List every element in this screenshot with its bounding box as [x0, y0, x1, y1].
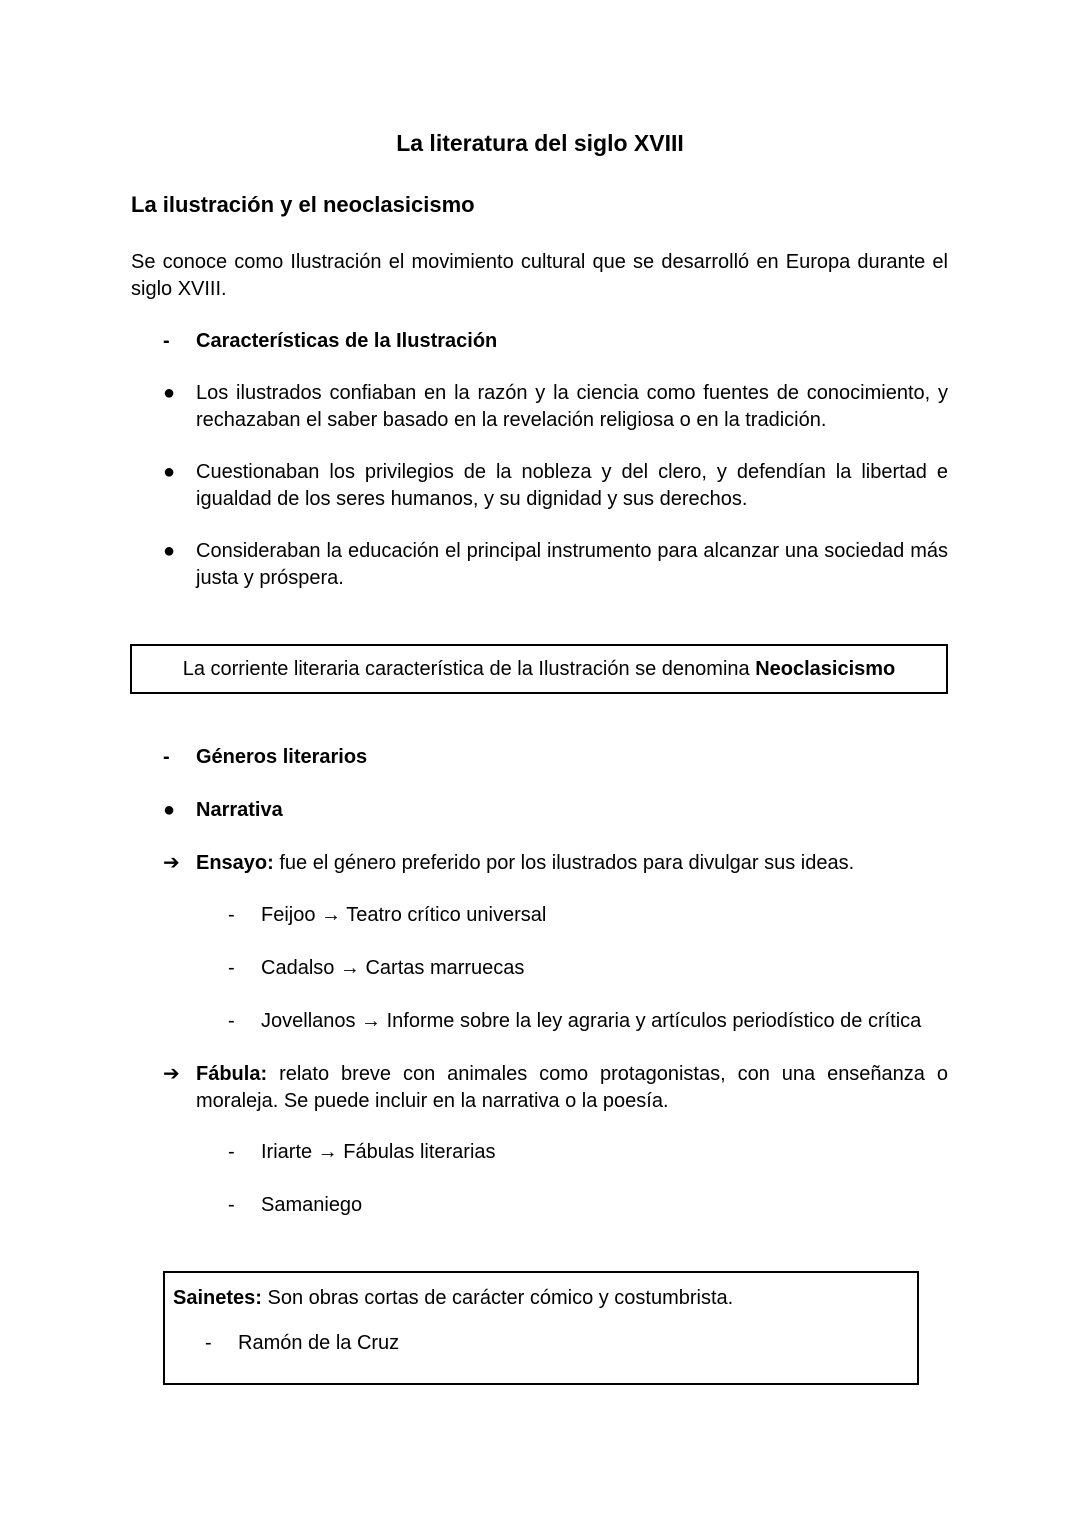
author-text: Cadalso → Cartas marruecas: [261, 957, 525, 979]
dash-marker: -: [163, 330, 170, 352]
sainetes-author: Ramón de la Cruz: [238, 1332, 400, 1354]
list-item-text: Los ilustrados confiaban en la razón y la ciencia como fuentes de conocimiento, y rechazaban el saber basado en la revelación religiosa o en la tradición.: [196, 382, 948, 431]
bullet-icon: ●: [163, 461, 176, 483]
author-text: Iriarte → Fábulas literarias: [261, 1141, 496, 1163]
dash-marker: -: [163, 746, 170, 768]
arrow-icon: ➔: [163, 1063, 180, 1085]
list-item: [0, 902, 1080, 929]
genres-heading-row: [0, 744, 1080, 771]
callout-bold: Neoclasicismo: [755, 658, 896, 680]
fable-row: [0, 1061, 1080, 1112]
dash-marker: -: [228, 1194, 235, 1216]
essay-description: fue el género preferido por los ilustrados para divulgar sus ideas.: [273, 852, 855, 874]
author-text: Feijoo → Teatro crítico universal: [261, 904, 547, 926]
characteristics-heading: Características de la Ilustración: [196, 330, 498, 352]
dash-marker: -: [228, 957, 235, 979]
dash-marker: -: [205, 1332, 212, 1354]
narrative-row: [0, 797, 1080, 824]
fable-description: relato breve con animales como protagonistas, con una enseñanza o moraleja. Se puede incluir en la narrativa o la poesía.: [196, 1063, 948, 1112]
list-item: [0, 1139, 1080, 1166]
author-text: Samaniego: [261, 1194, 363, 1216]
arrow-icon: ➔: [163, 852, 180, 874]
callout-text: La corriente literaria característica de la Ilustración se denomina: [182, 658, 756, 680]
page-title: La literatura del siglo XVIII: [396, 130, 684, 156]
sainetes-description: Son obras cortas de carácter cómico y costumbrista.: [261, 1287, 734, 1309]
essay-text: [196, 850, 948, 877]
bullet-icon: ●: [163, 382, 176, 404]
list-item-text: Consideraban la educación el principal instrumento para alcanzar una sociedad más justa y próspera.: [196, 540, 948, 589]
list-item-text: Cuestionaban los privilegios de la nobleza y del clero, y defendían la libertad e igualdad de los seres humanos, y su dignidad y sus derechos.: [196, 461, 948, 510]
sainetes-box: [163, 1271, 919, 1385]
list-item: [0, 955, 1080, 982]
list-item: [0, 380, 1080, 431]
essay-label: Ensayo:: [196, 852, 274, 874]
sainetes-text: [173, 1285, 733, 1311]
section-title: La ilustración y el neoclasicismo: [131, 192, 475, 217]
essay-row: [0, 850, 1080, 877]
fable-text: [196, 1061, 948, 1115]
sainetes-label: Sainetes:: [173, 1287, 262, 1309]
characteristics-heading-row: [0, 328, 1080, 355]
intro-paragraph: Se conoce como Ilustración el movimiento cultural que se desarrolló en Europa durante el siglo XVIII.: [131, 251, 948, 300]
narrative-heading: Narrativa: [196, 799, 283, 821]
dash-marker: -: [228, 904, 235, 926]
list-item: [0, 538, 1080, 589]
dash-marker: -: [228, 1141, 235, 1163]
fable-label: Fábula:: [196, 1063, 268, 1085]
genres-heading: Géneros literarios: [196, 746, 368, 768]
list-item: [0, 1192, 1080, 1219]
neoclasicismo-callout: [130, 644, 948, 694]
list-item: [0, 1008, 1080, 1035]
dash-marker: -: [228, 1010, 235, 1032]
author-text: Jovellanos → Informe sobre la ley agraria y artículos periodístico de crítica: [261, 1010, 922, 1032]
bullet-icon: ●: [163, 540, 176, 562]
bullet-icon: ●: [163, 799, 176, 821]
list-item: [0, 459, 1080, 510]
